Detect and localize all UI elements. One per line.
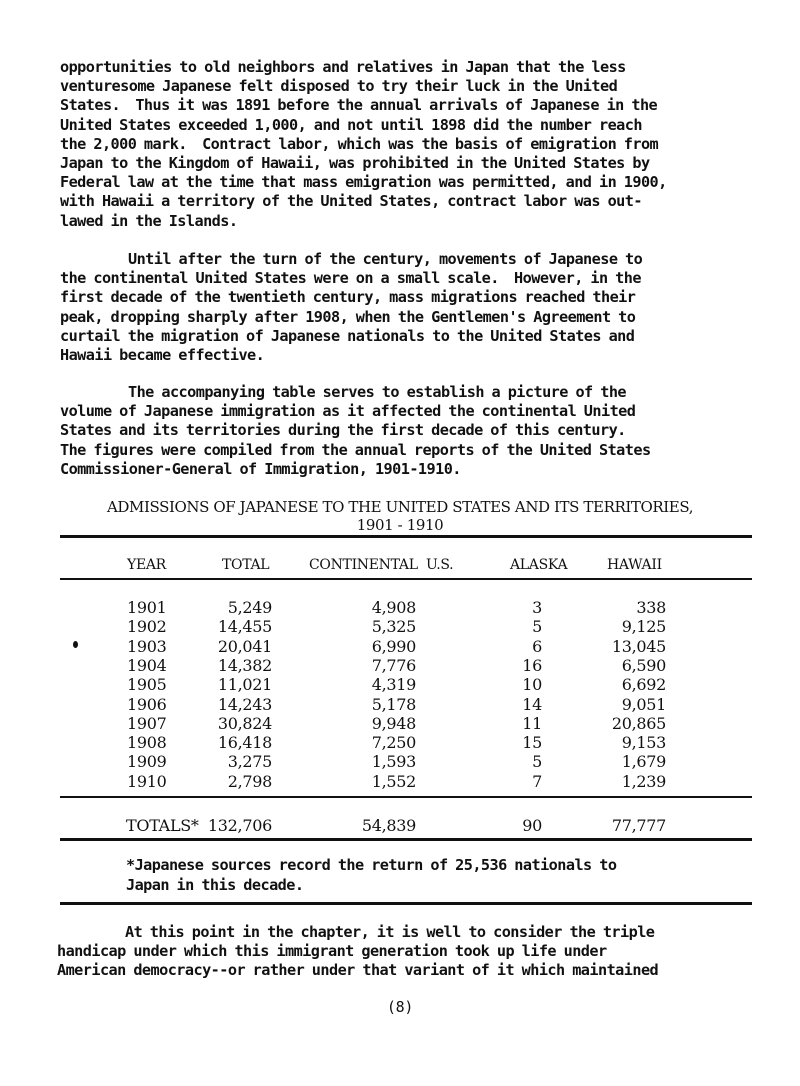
text-line: venturesome Japanese felt disposed to try their luck in the United — [60, 77, 618, 96]
cell-total: 14,243 — [217, 694, 272, 714]
cell-hawaii: 1,239 — [621, 771, 666, 791]
cell-continental: 5,325 — [371, 617, 416, 637]
table-caption — [60, 498, 740, 534]
cell-hawaii: 9,051 — [621, 694, 666, 714]
cell-alaska: 3 — [532, 598, 542, 617]
header-year: YEAR — [127, 557, 166, 573]
cell-hawaii: 9,125 — [621, 617, 666, 637]
text-line: first decade of the twentieth century, mass migrations reached their — [60, 288, 636, 307]
cell-alaska: 7 — [532, 771, 542, 791]
text-line: States. Thus it was 1891 before the annual arrivals of Japanese in the — [60, 96, 658, 115]
totals-alaska: 90 — [522, 816, 542, 835]
cell-year: 1902 — [127, 617, 167, 637]
cell-alaska: 11 — [522, 713, 542, 733]
footnote-line: Japan in this decade. — [126, 875, 304, 894]
header-total: TOTAL — [222, 557, 270, 573]
cell-total: 16,418 — [217, 733, 272, 753]
cell-year: 1905 — [127, 675, 167, 695]
cell-continental: 6,990 — [371, 636, 416, 656]
cell-continental: 7,250 — [371, 733, 416, 753]
text-line: The figures were compiled from the annual reports of the United States — [60, 440, 651, 459]
cell-total: 14,382 — [217, 655, 272, 675]
table-row — [0, 714, 800, 734]
table-row — [0, 656, 800, 676]
cell-year: 1906 — [127, 694, 167, 714]
cell-hawaii: 1,679 — [621, 752, 666, 772]
cell-hawaii: 13,045 — [611, 636, 666, 656]
cell-hawaii: 338 — [636, 598, 666, 617]
text-line: Japan to the Kingdom of Hawaii, was prohibited in the United States by — [60, 154, 650, 173]
text-line: United States exceeded 1,000, and not until 1898 did the number reach — [60, 115, 642, 134]
cell-total: 14,455 — [217, 617, 272, 637]
cell-total: 20,041 — [217, 636, 272, 656]
cell-year: 1901 — [127, 598, 167, 617]
cell-hawaii: 6,692 — [621, 675, 666, 695]
cell-total: 2,798 — [227, 771, 272, 791]
cell-continental: 7,776 — [371, 655, 416, 675]
cell-alaska: 15 — [522, 733, 542, 753]
text-line: handicap under which this immigrant generation took up life under — [57, 942, 607, 961]
text-line: American democracy--or rather under that variant of it which maintained — [57, 961, 659, 980]
totals-continental: 54,839 — [361, 816, 416, 835]
cell-continental: 4,319 — [371, 675, 416, 695]
cell-hawaii: 9,153 — [621, 733, 666, 753]
table-row — [0, 772, 800, 792]
cell-hawaii: 6,590 — [621, 655, 666, 675]
cell-alaska: 5 — [532, 617, 542, 637]
paragraph-3 — [60, 383, 760, 479]
cell-alaska: 16 — [522, 655, 542, 675]
cell-alaska: 10 — [522, 675, 542, 695]
cell-total: 5,249 — [227, 598, 272, 617]
header-rule — [60, 578, 752, 580]
text-line: the 2,000 mark. Contract labor, which was the basis of emigration from — [60, 134, 659, 153]
text-line: the continental United States were on a small scale. However, in the — [60, 269, 641, 288]
header-continental: CONTINENTAL U.S. — [309, 557, 454, 573]
table-row — [0, 598, 800, 618]
table-row — [0, 675, 800, 695]
paragraph-2 — [60, 250, 760, 365]
table-bottom-rule — [60, 902, 752, 905]
paragraph-4 — [57, 923, 757, 981]
text-line: lawed in the Islands. — [60, 211, 238, 230]
cell-total: 30,824 — [217, 713, 272, 733]
table-footnote — [126, 856, 746, 895]
cell-alaska: 6 — [532, 636, 542, 656]
paragraph-1 — [60, 58, 760, 231]
caption-line: ADMISSIONS OF JAPANESE TO THE UNITED STATES AND ITS TERRITORIES, — [106, 498, 694, 516]
text-line: The accompanying table serves to establish a picture of the — [128, 383, 627, 401]
text-line: Until after the turn of the century, movements of Japanese to — [128, 250, 643, 268]
cell-year: 1903 — [127, 636, 167, 656]
table-row — [0, 637, 800, 657]
table-row — [0, 617, 800, 637]
cell-alaska: 5 — [532, 752, 542, 772]
footnote-line: *Japanese sources record the return of 25,536 nationals to — [126, 856, 617, 874]
text-line: opportunities to old neighbors and relatives in Japan that the less — [60, 58, 626, 76]
text-line: volume of Japanese immigration as it affected the continental United — [60, 402, 636, 421]
caption-years: 1901 - 1910 — [356, 516, 444, 534]
totals-label: TOTALS* — [126, 816, 199, 835]
table-row — [0, 695, 800, 715]
text-line: curtail the migration of Japanese nationals to the United States and — [60, 326, 635, 345]
cell-continental: 1,593 — [371, 752, 416, 772]
header-alaska: ALASKA — [510, 557, 568, 573]
text-line: States and its territories during the first decade of this century. — [60, 421, 626, 440]
totals-top-rule — [60, 796, 752, 798]
cell-year: 1907 — [127, 713, 167, 733]
cell-alaska: 14 — [522, 694, 542, 714]
totals-hawaii: 77,777 — [611, 816, 666, 835]
text-line: Federal law at the time that mass emigration was permitted, and in 1900, — [60, 173, 667, 192]
cell-total: 11,021 — [217, 675, 272, 695]
totals-total: 132,706 — [207, 816, 272, 835]
cell-continental: 9,948 — [371, 713, 416, 733]
text-line: Hawaii became effective. — [60, 346, 265, 365]
text-line: Commissioner-General of Immigration, 1901-1910. — [60, 459, 461, 478]
cell-continental: 5,178 — [371, 694, 416, 714]
cell-year: 1908 — [127, 733, 167, 753]
cell-hawaii: 20,865 — [611, 713, 666, 733]
text-line: peak, dropping sharply after 1908, when the Gentlemen's Agreement to — [60, 307, 636, 326]
table-row — [0, 752, 800, 772]
table-row — [0, 733, 800, 753]
cell-total: 3,275 — [227, 752, 272, 772]
table-top-rule — [60, 535, 752, 538]
cell-continental: 1,552 — [371, 771, 416, 791]
header-hawaii: HAWAII — [607, 557, 662, 573]
text-line: with Hawaii a territory of the United States, contract labor was out- — [60, 192, 642, 211]
page-number: (8) — [386, 998, 414, 1016]
totals-row — [0, 816, 800, 836]
text-line: At this point in the chapter, it is well to consider the triple — [125, 923, 655, 941]
cell-year: 1904 — [127, 655, 167, 675]
cell-year: 1909 — [127, 752, 167, 772]
totals-bottom-rule — [60, 838, 752, 841]
cell-year: 1910 — [127, 771, 167, 791]
cell-continental: 4,908 — [371, 598, 416, 617]
